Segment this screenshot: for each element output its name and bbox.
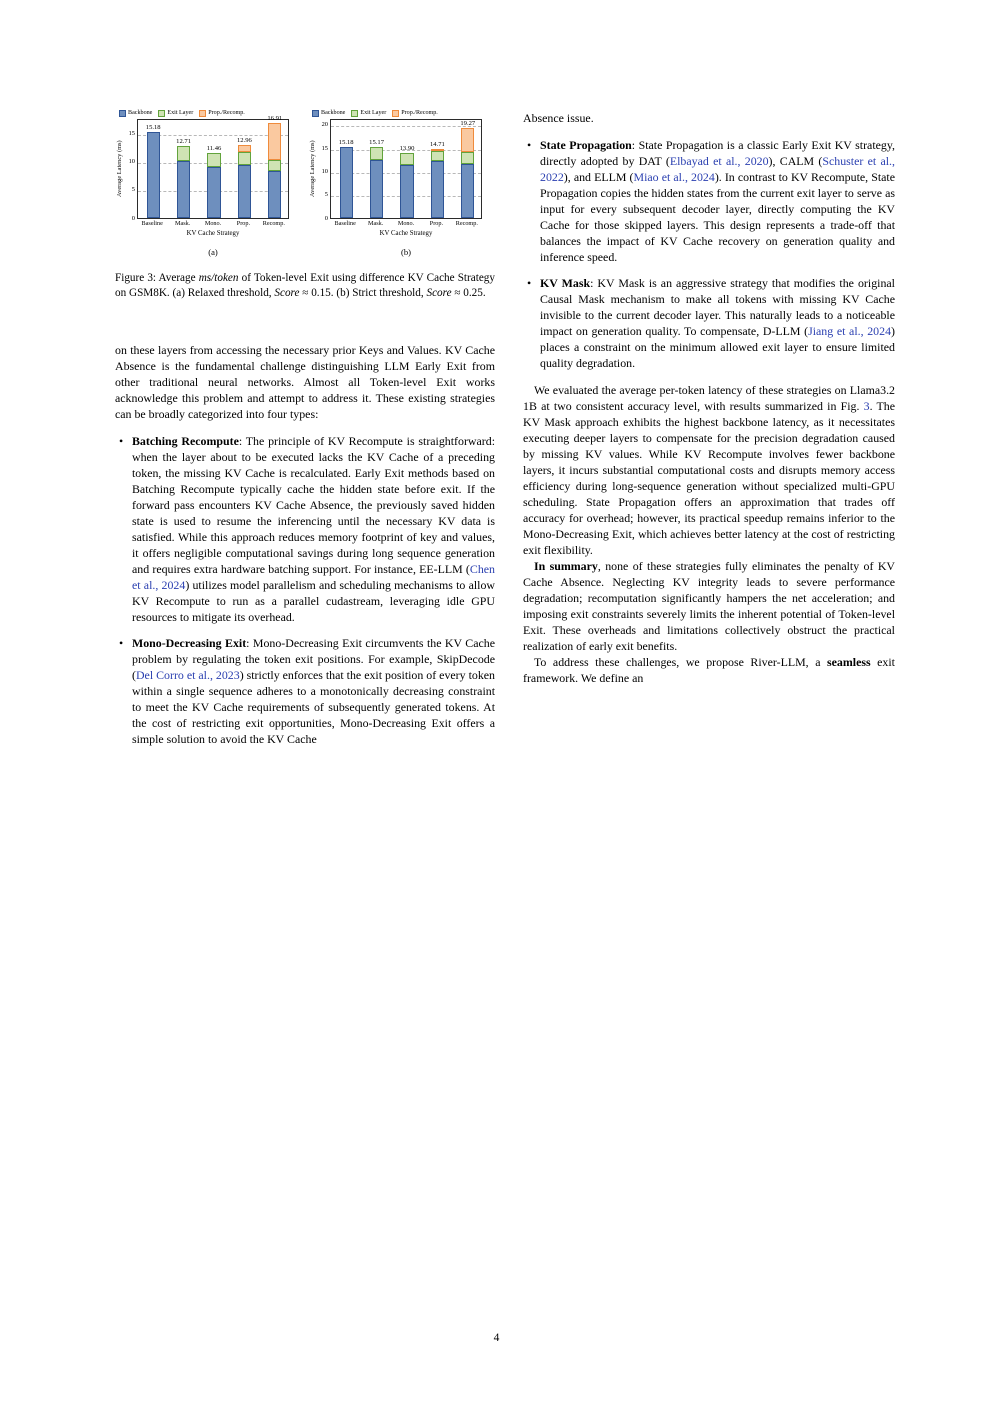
bar-segment-exitlayer — [207, 153, 220, 167]
final-text-2: exit framework. We define an — [523, 655, 895, 685]
summary-lead-in: In summary — [534, 559, 598, 573]
citation-del-corro-2023[interactable]: Del Corro et al., 2023 — [135, 667, 240, 682]
bar-mono — [400, 153, 413, 218]
bar-segment-backbone — [400, 165, 413, 217]
x-axis-tick-label: Prop. — [429, 219, 444, 227]
bar-segment-exitlayer — [370, 147, 383, 160]
legend-label-exit-layer: Exit Layer — [360, 110, 387, 117]
figure-reference-3[interactable]: 3 — [863, 399, 870, 413]
bar-value-label: 16.91 — [267, 114, 283, 122]
legend-entry-exit-layer — [158, 110, 193, 117]
y-axis-tick-label: 15 — [128, 130, 135, 138]
summary-text: , none of these strategies fully eliminates the penalty of KV Cache Absence. Neglecting KV integrity leads to severe performance degradation; recomputation significantly hampers the net acceleration; and imposing exit constraints severely limits the inherent potential of Token-level Exit. These overheads and limitations collectively obstruct the practical realization of early exit benefits. — [523, 559, 896, 653]
eval-text-2: . The KV Mask approach exhibits the highest backbone latency, as it necessitates executing deeper layers to compensate for the precision degradation caused by missing KV values. While KV Recompute involves fewer backbone layers, it incurs substantial computational costs and disrupts memory access efficiency during long-sequence generation without specialized multi-GPU scheduling. State Propagation offers an approximation that trades off accuracy for overhead; however, its practical speedup remains inferior to the Mono-Decreasing Exit, which achieves better latency at the cost of restricting exit flexibility. — [523, 399, 896, 557]
x-axis-tick-label: Prop. — [236, 219, 251, 227]
bullet-text-2: ) places a constraint on the minimum allowed exit layer to ensure limited quality degradation. — [540, 324, 895, 370]
legend-swatch-backbone-icon — [312, 110, 319, 117]
legend-label-backbone: Backbone — [321, 110, 346, 117]
bar-mono — [207, 153, 220, 217]
bar-value-label: 15.18 — [338, 138, 354, 146]
bullet-title-kv-mask: KV Mask — [540, 276, 591, 290]
citation-chen-2024[interactable]: Chen et al., 2024 — [132, 561, 495, 592]
figure-3 — [115, 110, 495, 302]
chart-b-ylabel: Average Latency (ms) — [308, 140, 316, 197]
x-axis-tick-label: Mono. — [397, 219, 415, 227]
bar-value-label: 15.17 — [369, 138, 385, 146]
chart-b-plot-wrap — [308, 119, 494, 222]
caption-part-2: of Token-level Exit using difference KV Cache Strategy on GSM8K. (a) Relaxed threshold, — [115, 272, 495, 300]
y-axis-tick-label: 10 — [321, 167, 328, 175]
figure-caption — [115, 271, 495, 301]
bullet-text-1: : State Propagation is a classic Early Exit KV strategy, directly adopted by DAT ( — [540, 138, 895, 168]
bullet-text-2: ), CALM ( — [768, 154, 823, 168]
chart-b — [308, 110, 494, 257]
citation-schuster-2022[interactable]: Schuster et al., 2022 — [540, 154, 895, 184]
chart-a-subcaption: (a) — [208, 247, 218, 258]
bar-segment-exitlayer — [268, 160, 281, 171]
bullet-text-2: ) utilizes model parallelism and scheduling mechanisms to allow KV Recompute to run as a parallel cudastream, leveraging idle GPU resources to mitigate its overhead. — [132, 577, 495, 624]
chart-a-yticks — [125, 119, 137, 222]
bar-mask — [370, 147, 383, 218]
bar-baseline — [147, 132, 160, 217]
bar-value-label: 13.90 — [399, 144, 415, 152]
charts-row — [115, 110, 495, 257]
chart-a — [115, 110, 301, 257]
bar-prop — [431, 149, 444, 217]
left-column — [115, 110, 495, 757]
bar-value-label: 11.46 — [206, 145, 222, 153]
x-axis-tick-label: Mono. — [204, 219, 222, 227]
chart-b-plot-area — [330, 119, 482, 219]
gridline — [138, 135, 288, 136]
legend-swatch-exit-layer-icon — [158, 110, 165, 117]
bar-segment-backbone — [461, 164, 474, 218]
bar-segment-backbone — [207, 167, 220, 218]
chart-a-xlabel: KV Cache Strategy — [186, 229, 240, 237]
right-column — [523, 110, 895, 686]
y-axis-tick-label: 20 — [321, 121, 328, 129]
y-axis-tick-label: 10 — [128, 158, 135, 166]
y-axis-tick-label: 15 — [321, 144, 328, 152]
bullet-text-3: ), and ELLM ( — [563, 170, 634, 184]
bullet-kv-mask — [523, 275, 895, 371]
bar-baseline — [340, 147, 353, 218]
final-bold-seamless: seamless — [827, 655, 871, 669]
chart-a-xticks — [137, 219, 289, 230]
legend-label-prop-recomp: Prop./Recomp. — [208, 110, 245, 117]
bar-recomp — [268, 123, 281, 218]
bullet-state-propagation — [523, 137, 895, 265]
x-axis-tick-label: Mask. — [367, 219, 384, 227]
bar-segment-backbone — [431, 161, 444, 218]
left-paragraph-1: on these layers from accessing the necessary prior Keys and Values. KV Cache Absence is the fundamental challenge distinguishing LLM Early Exit from other traditional neural networks. Almost all Token-level Exit works acknowledge this problem and attempt to address it. These existing strategies can be broadly categorized into four types: — [115, 342, 495, 421]
bar-segment-backbone — [340, 147, 353, 218]
bar-segment-exitlayer — [461, 152, 474, 163]
caption-math-score-1: Score — [274, 287, 300, 300]
bar-recomp — [461, 128, 474, 218]
bar-value-label: 15.18 — [145, 124, 161, 132]
bullet-text-1: : KV Mask is an aggressive strategy that modifies the original Causal Mask mechanism to make all tokens with missing KV Cache invisible to the current decoder layer. This naturally leads to a noticeable impact on generation quality. To compensate, D-LLM ( — [540, 276, 895, 338]
citation-elbayad-2020[interactable]: Elbayad et al., 2020 — [669, 154, 769, 168]
y-axis-tick-label: 0 — [324, 214, 328, 222]
chart-b-subcaption: (b) — [400, 247, 412, 258]
bar-segment-proprecomp — [431, 149, 444, 151]
bar-value-label: 12.71 — [176, 138, 192, 146]
bar-segment-backbone — [177, 161, 190, 217]
legend-entry-prop-recomp — [199, 110, 245, 117]
chart-b-xlabel: KV Cache Strategy — [379, 229, 433, 237]
bullet-title-mono-decreasing-exit: Mono-Decreasing Exit — [132, 635, 247, 650]
legend-entry-prop-recomp — [392, 110, 438, 117]
left-bullet-list — [115, 433, 495, 747]
legend-label-backbone: Backbone — [128, 110, 153, 117]
chart-a-ylabel: Average Latency (ms) — [115, 140, 123, 197]
bullet-text-4: ). In contrast to KV Recompute, State Propagation copies the hidden states from the current exit layer to serve as input for every subsequent decoder layer, directly computing the KV Cache for those skipped layers. This design represents a trade-off that balances the impact of KV Cache recovery on generation quality and inference speed. — [540, 170, 896, 264]
legend-entry-backbone — [119, 110, 152, 117]
bar-value-label: 14.71 — [429, 141, 445, 149]
caption-part-4: ≈ 0.25. — [451, 287, 486, 300]
legend-swatch-prop-recomp-icon — [392, 110, 399, 117]
legend-entry-exit-layer — [351, 110, 386, 117]
legend-swatch-exit-layer-icon — [351, 110, 358, 117]
bar-segment-proprecomp — [268, 123, 281, 161]
bar-segment-exitlayer — [431, 151, 444, 161]
bar-prop — [238, 145, 251, 218]
x-axis-tick-label: Recomp. — [262, 219, 285, 227]
bar-value-label: 19.27 — [460, 119, 476, 127]
y-axis-tick-label: 5 — [131, 186, 135, 194]
citation-jiang-2024[interactable]: Jiang et al., 2024 — [808, 324, 892, 338]
legend-swatch-backbone-icon — [119, 110, 126, 117]
bar-segment-proprecomp — [461, 128, 474, 153]
y-axis-tick-label: 0 — [131, 214, 135, 222]
chart-a-plot-wrap — [115, 114, 301, 222]
right-paragraph-final — [523, 654, 895, 686]
bullet-text-1: : The principle of KV Recompute is straightforward: when the layer about to be executed lacks the KV Cache of a preceding token, the missing KV Cache is recalculated. Early Exit methods based on Batching Recompute typically cache the hidden state before exit. If the forward pass encounters KV Cache Absence, the previously saved hidden state is used to resume the inferencing until the necessary KV data is satisfied. While this approach reduces memory footprint of key and values, it offers negligible computational savings during long sequence generation and requires extra hardware batching support. For instance, EE-LLM ( — [132, 433, 495, 576]
x-axis-tick-label: Mask. — [174, 219, 191, 227]
bullet-text-2: ) strictly enforces that the exit position of every token within a single sequence adheres to a monotonically decreasing constraint to meet the KV Cache requirements of subsequently generated tokens. At the cost of restricting exit opportunities, Mono-Decreasing Exit offers a simple solution to avoid the KV Cache — [132, 667, 495, 746]
caption-part-1: Figure 3: Average — [115, 272, 199, 285]
right-bullet-list — [523, 137, 895, 371]
bar-segment-backbone — [147, 132, 160, 217]
bar-segment-exitlayer — [400, 153, 413, 166]
caption-math-ms-token: ms/token — [198, 272, 239, 285]
chart-b-yticks — [318, 119, 330, 222]
chart-b-legend — [308, 110, 494, 117]
legend-label-prop-recomp: Prop./Recomp. — [401, 110, 438, 117]
bar-segment-exitlayer — [238, 152, 251, 165]
bar-segment-proprecomp — [238, 145, 251, 152]
caption-math-score-2: Score — [426, 287, 452, 300]
bullet-batching-recompute — [115, 433, 495, 625]
citation-miao-2024[interactable]: Miao et al., 2024 — [633, 170, 715, 184]
y-axis-tick-label: 5 — [324, 191, 328, 199]
right-paragraph-summary — [523, 558, 895, 654]
right-continuation-paragraph: Absence issue. — [523, 111, 594, 125]
bullet-text-1: : Mono-Decreasing Exit circumvents the KV Cache problem by regulating the token exit positions. For example, SkipDecode ( — [132, 635, 495, 682]
x-axis-tick-label: Baseline — [141, 219, 163, 227]
legend-entry-backbone — [312, 110, 345, 117]
bar-segment-backbone — [268, 171, 281, 217]
bullet-title-batching-recompute: Batching Recompute — [132, 433, 239, 448]
bar-value-label: 12.96 — [236, 136, 252, 144]
page-number: 4 — [493, 1332, 500, 1344]
caption-part-3: ≈ 0.15. (b) Strict threshold, — [299, 287, 427, 300]
bullet-mono-decreasing-exit — [115, 635, 495, 747]
bar-mask — [177, 146, 190, 217]
legend-label-exit-layer: Exit Layer — [167, 110, 194, 117]
x-axis-tick-label: Recomp. — [455, 219, 478, 227]
final-text-1: To address these challenges, we propose River-LLM, a — [534, 655, 828, 669]
x-axis-tick-label: Baseline — [334, 219, 356, 227]
bar-segment-backbone — [238, 165, 251, 218]
bullet-title-state-propagation: State Propagation — [540, 138, 632, 152]
chart-b-xticks — [330, 219, 482, 230]
bar-segment-backbone — [370, 160, 383, 218]
eval-text-1: We evaluated the average per-token latency of these strategies on Llama3.2 1B at two consistent accuracy level, with results summarized in Fig. — [523, 383, 895, 413]
gridline — [331, 126, 481, 127]
right-paragraph-evaluation — [523, 382, 895, 558]
legend-swatch-prop-recomp-icon — [199, 110, 206, 117]
bar-segment-exitlayer — [177, 146, 190, 161]
chart-a-plot-area — [137, 114, 289, 219]
